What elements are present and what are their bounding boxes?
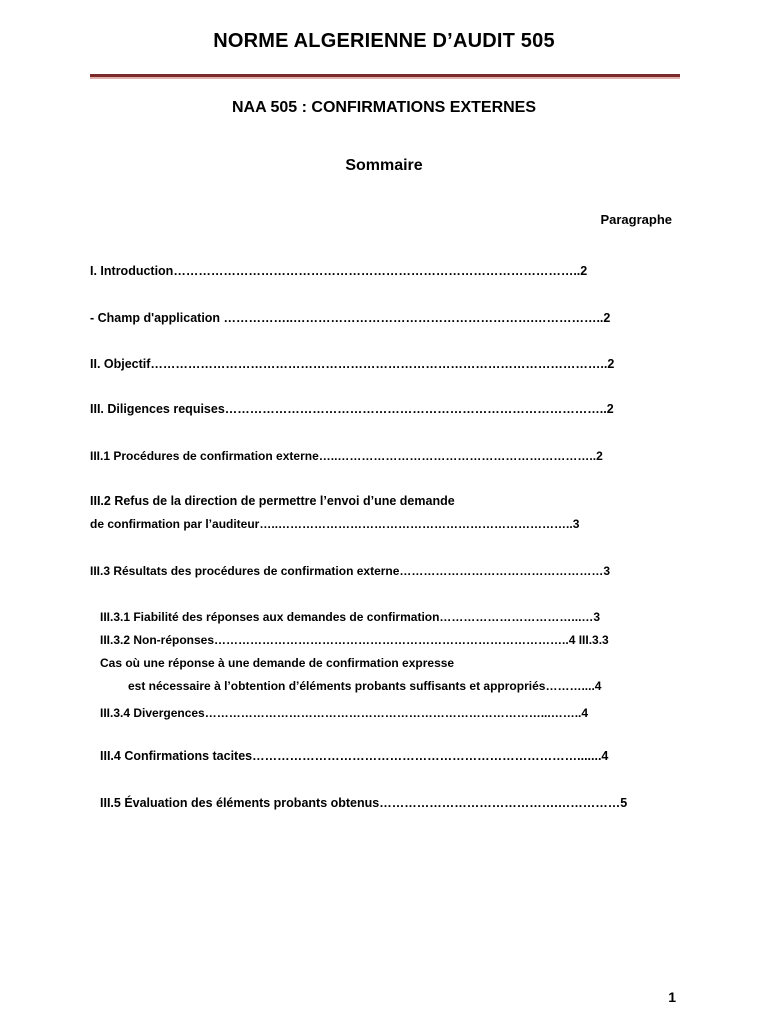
title-divider-shadow [90,77,680,79]
toc-entry-3-3-4: III.3.4 Divergences…………………………………………………………………………...……..4 [100,706,589,720]
toc-entry-3-3: III.3 Résultats des procédures de confirmation externe……………………………………………3 [90,564,611,578]
toc-entry-objectif: II. Objectif………………………………………………………………………………………………..2 [90,357,615,371]
paragraph-column-header: Paragraphe [600,212,672,227]
toc-entry-3-3-2: III.3.2 Non-réponses……………………………………………………………………………..4 III.3.3 [100,633,609,647]
page-number: 1 [668,989,676,1005]
toc-entry-champ-application: - Champ d'application ……………..………………………………………………….……………..2 [90,311,611,325]
toc-entry-diligences: III. Diligences requises………………………………………………………………………………..2 [90,402,614,416]
toc-entry-3-3-3-line1: Cas où une réponse à une demande de confirmation expresse [100,656,455,670]
toc-entry-3-2-line1: III.2 Refus de la direction de permettre l’envoi d’une demande [90,494,455,508]
toc-entry-3-3-3-line2: est nécessaire à l’obtention d’éléments probants suffisants et appropriés………....4 [128,679,602,693]
summary-heading: Sommaire [345,157,423,174]
toc-entry-introduction: I. Introduction……………………………………………………………………………………..2 [90,264,588,278]
toc-entry-3-2-line2: de confirmation par l’auditeur…..………………………………………………………………..3 [90,517,580,531]
toc-entry-3-3-1: III.3.1 Fiabilité des réponses aux demandes de confirmation……………………………...…3 [100,610,601,624]
toc-entry-3-5: III.5 Évaluation des éléments probants obtenus…………………………………….……………5 [100,796,628,810]
toc-entry-3-1: III.1 Procédures de confirmation externe…..………………………………………………………..2 [90,449,603,463]
page-title: NORME ALGERIENNE D’AUDIT 505 [213,30,555,52]
document-subtitle: NAA 505 : CONFIRMATIONS EXTERNES [231,99,537,116]
toc-entry-3-4: III.4 Confirmations tacites…………………………………………………………………….......4 [100,749,609,763]
